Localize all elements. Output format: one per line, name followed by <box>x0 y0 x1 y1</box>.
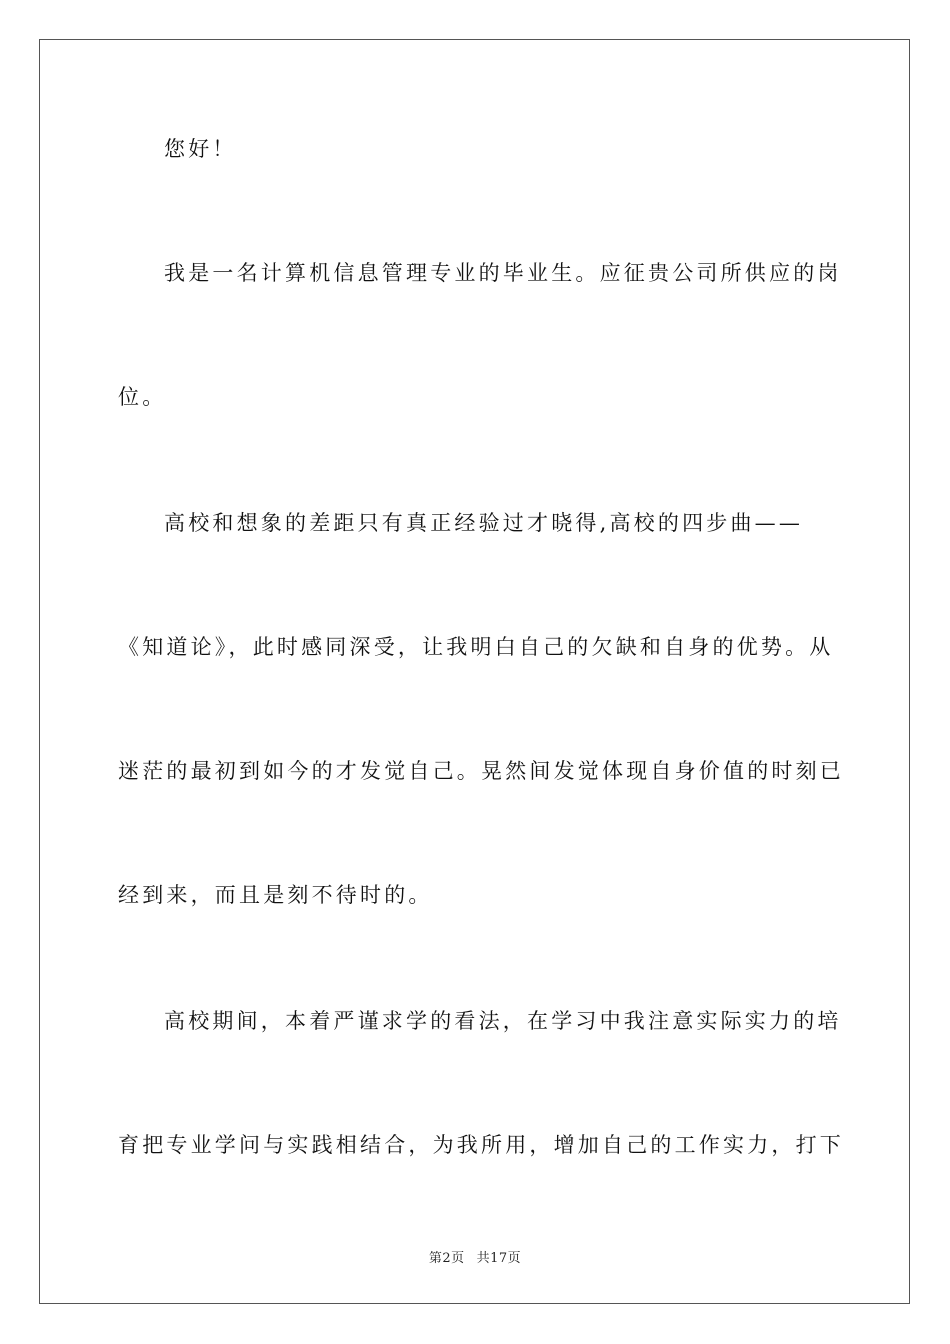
paragraph-2-line-4: 经到来，而且是刻不待时的。 <box>118 883 433 907</box>
paragraph-2-line-1: 高校和想象的差距只有真正经验过才晓得,高校的四步曲—— <box>164 511 804 535</box>
paragraph-1-line-2: 位。 <box>118 385 167 409</box>
paragraph-2-line-3: 迷茫的最初到如今的才发觉自己。晃然间发觉体现自身价值的时刻已 <box>118 759 844 783</box>
greeting-line: 您好！ <box>164 137 237 161</box>
paragraph-1-line-1: 我是一名计算机信息管理专业的毕业生。应征贵公司所供应的岗 <box>164 261 842 285</box>
paragraph-2-line-2: 《知道论》，此时感同深受，让我明白自己的欠缺和自身的优势。从 <box>118 635 834 659</box>
page-frame <box>39 39 910 1304</box>
page-number-total: 共17页 <box>476 1251 522 1266</box>
page-number-current: 第2页 <box>428 1251 465 1266</box>
paragraph-3-line-1: 高校期间，本着严谨求学的看法，在学习中我注意实际实力的培 <box>164 1009 842 1033</box>
paragraph-3-line-2: 育把专业学问与实践相结合，为我所用，增加自己的工作实力，打下 <box>118 1133 844 1157</box>
page-footer <box>0 1247 950 1266</box>
